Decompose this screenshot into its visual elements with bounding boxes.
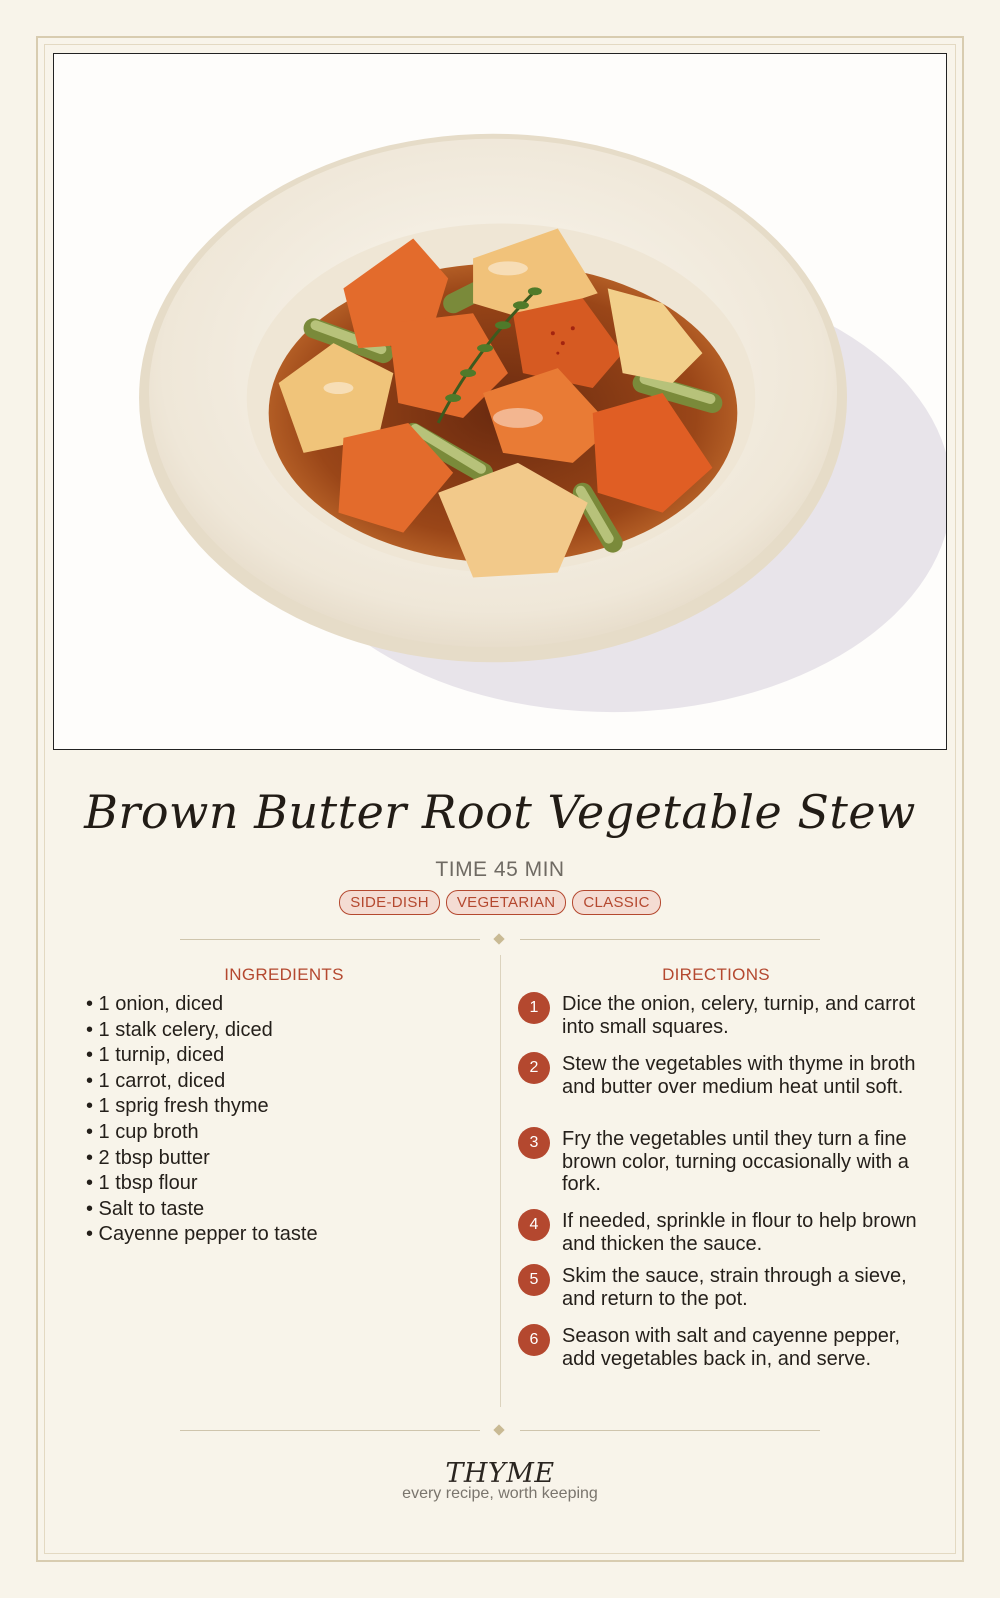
step-text: Stew the vegetables with thyme in broth and butter over medium heat until soft. bbox=[562, 1053, 916, 1098]
brand-logo: THYME bbox=[445, 1458, 555, 1489]
step-text: Season with salt and cayenne pepper, add vegetables back in, and serve. bbox=[562, 1325, 901, 1370]
brand-tagline: every recipe, worth keeping bbox=[402, 1485, 598, 1502]
list-item: • Cayenne pepper to taste bbox=[86, 1223, 318, 1246]
diamond-ornament-icon bbox=[493, 1424, 504, 1435]
tag-list bbox=[0, 890, 1000, 915]
list-item: • 1 cup broth bbox=[86, 1120, 199, 1143]
section-divider-bottom bbox=[180, 1424, 820, 1436]
step-number-badge: 3 bbox=[518, 1127, 550, 1159]
tag-classic: CLASSIC bbox=[572, 890, 660, 915]
list-item: • 1 stalk celery, diced bbox=[86, 1018, 273, 1041]
directions-heading: DIRECTIONS bbox=[662, 965, 770, 984]
diamond-ornament-icon bbox=[493, 933, 504, 944]
recipe-title: Brown Butter Root Vegetable Stew bbox=[84, 785, 916, 839]
list-item: • 2 tbsp butter bbox=[86, 1146, 210, 1169]
column-divider bbox=[500, 955, 501, 1407]
step-number-badge: 2 bbox=[518, 1052, 550, 1084]
step-text: Skim the sauce, strain through a sieve, and return to the pot. bbox=[562, 1265, 907, 1310]
step-number-badge: 1 bbox=[518, 992, 550, 1024]
list-item: • 1 carrot, diced bbox=[86, 1069, 226, 1092]
ingredients-list bbox=[86, 992, 318, 1248]
step-number-badge: 4 bbox=[518, 1209, 550, 1241]
list-item: • 1 turnip, diced bbox=[86, 1044, 225, 1067]
ingredients-heading: INGREDIENTS bbox=[224, 965, 344, 984]
list-item: • 1 onion, diced bbox=[86, 993, 224, 1015]
step-text: Fry the vegetables until they turn a fine brown color, turning occasionally with a fork. bbox=[562, 1128, 909, 1195]
recipe-photo bbox=[53, 53, 947, 750]
section-divider-top bbox=[180, 933, 820, 945]
step-number-badge: 5 bbox=[518, 1264, 550, 1296]
tag-vegetarian: VEGETARIAN bbox=[446, 890, 567, 915]
list-item: • 1 sprig fresh thyme bbox=[86, 1095, 269, 1118]
cook-time: TIME 45 MIN bbox=[435, 858, 565, 881]
step-text: If needed, sprinkle in flour to help brown and thicken the sauce. bbox=[562, 1210, 917, 1255]
step-text: Dice the onion, celery, turnip, and carrot into small squares. bbox=[562, 993, 916, 1038]
step-number-badge: 6 bbox=[518, 1324, 550, 1356]
list-item: • Salt to taste bbox=[86, 1197, 205, 1220]
list-item: • 1 tbsp flour bbox=[86, 1172, 198, 1195]
tag-side-dish: SIDE-DISH bbox=[339, 890, 440, 915]
